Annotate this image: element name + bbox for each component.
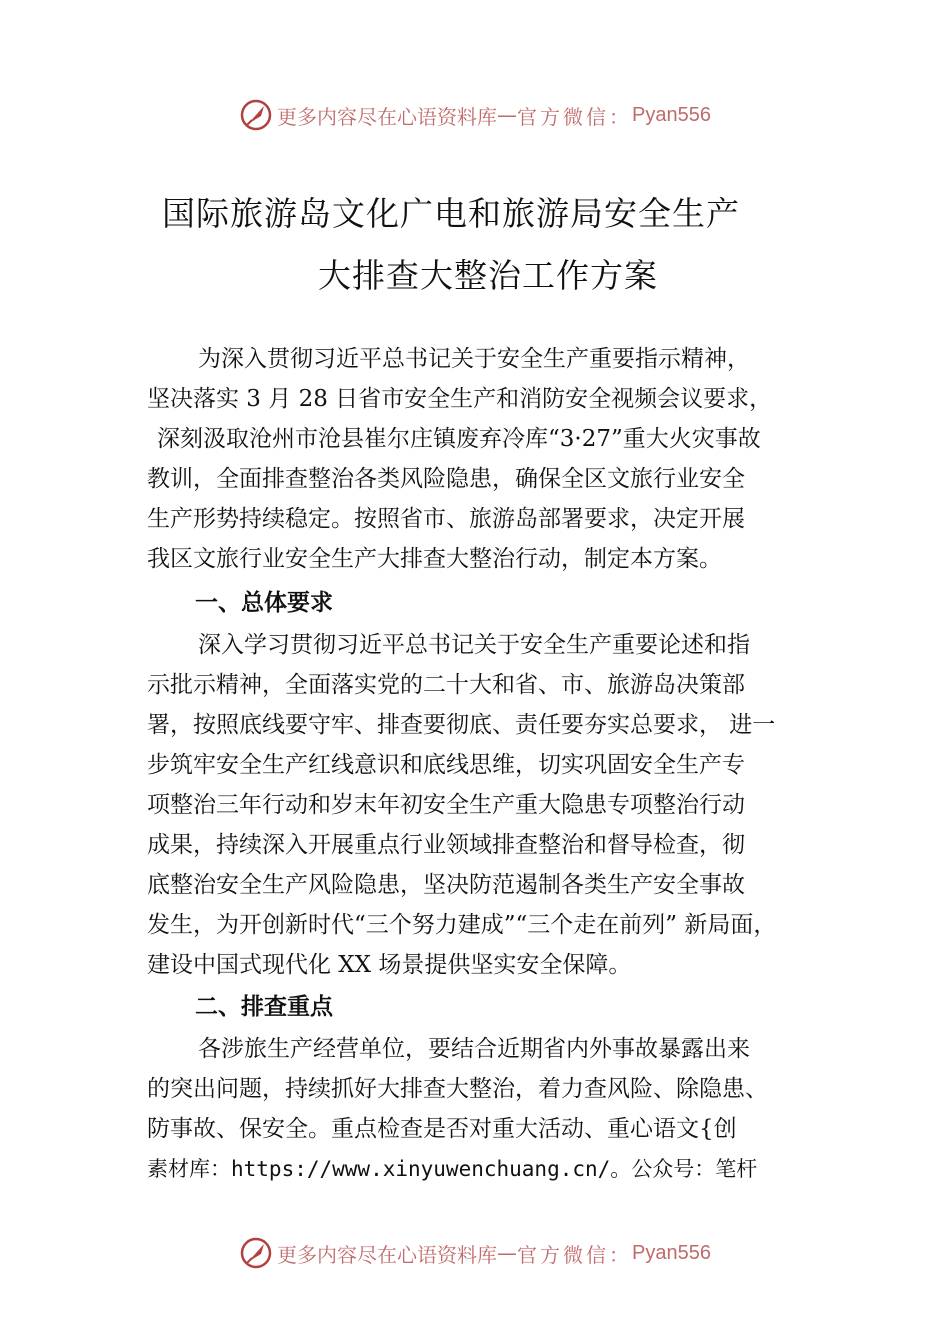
body-line: 坚决落实 3 月 28 日省市安全生产和消防安全视频会议要求， — [147, 386, 773, 412]
banner-wechat-label: 官方微信： — [517, 1242, 633, 1267]
body-line: 素材库：https://www.xinyuwenchuang.cn/。公众号：笔杆 — [147, 1157, 758, 1181]
body-line: 成果，持续深入开展重点行业领域排查整治和督导检查，彻 — [147, 832, 745, 858]
watermark-banner-top — [0, 95, 950, 135]
quill-pen-logo-icon — [239, 1236, 273, 1270]
body-line: 底整治安全生产风险隐患，坚决防范遏制各类生产安全事故 — [147, 872, 745, 898]
section-heading-2: 二、排查重点 — [195, 994, 333, 1020]
banner-text: 更多内容尽在心语资料库 — [277, 104, 498, 129]
banner-wechat-id: Pyan556 — [632, 103, 711, 126]
body-line: 项整治三年行动和岁末年初安全生产重大隐患专项整治行动 — [147, 792, 745, 818]
document-title-line-1: 国际旅游岛文化广电和旅游局安全生产 — [162, 194, 740, 233]
banner-wechat-label: 官方微信： — [517, 104, 633, 129]
body-line: 示批示精神，全面落实党的二十大和省、市、旅游岛决策部 — [147, 672, 745, 698]
body-line: 防事故、保安全。重点检查是否对重大活动、重心语文{创 — [147, 1116, 737, 1142]
body-line: 署，按照底线要守牢、排查要彻底、责任要夯实总要求， 进一 — [147, 712, 776, 738]
body-line: 为深入贯彻习近平总书记关于安全生产重要指示精神， — [198, 346, 750, 372]
body-line: 步筑牢安全生产红线意识和底线思维，切实巩固安全生产专 — [147, 752, 745, 778]
document-title-line-2: 大排查大整治工作方案 — [318, 256, 658, 295]
banner-text: 更多内容尽在心语资料库 — [277, 1242, 498, 1267]
body-line: 教训，全面排查整治各类风险隐患，确保全区文旅行业安全 — [147, 466, 745, 492]
body-line: 建设中国式现代化 XX 场景提供坚实安全保障。 — [147, 952, 632, 978]
body-line: 深刻汲取沧州市沧县崔尔庄镇废弃冷库“3·27”重大火灾事故 — [157, 426, 761, 452]
body-line: 各涉旅生产经营单位，要结合近期省内外事故暴露出来 — [198, 1036, 750, 1062]
section-heading-1: 一、总体要求 — [195, 590, 333, 616]
banner-separator: — — [497, 1241, 518, 1265]
quill-pen-logo-icon — [239, 98, 273, 132]
body-line: 我区文旅行业安全生产大排查大整治行动，制定本方案。 — [147, 546, 722, 572]
banner-separator: — — [497, 103, 518, 127]
watermark-banner-bottom — [0, 1233, 950, 1273]
body-line: 深入学习贯彻习近平总书记关于安全生产重要论述和指 — [198, 632, 750, 658]
body-line: 的突出问题，持续抓好大排查大整治，着力查风险、除隐患、 — [147, 1076, 768, 1102]
body-line: 生产形势持续稳定。按照省市、旅游岛部署要求，决定开展 — [147, 506, 745, 532]
body-line: 发生，为开创新时代“三个努力建成”“三个走在前列” 新局面， — [147, 912, 777, 938]
banner-wechat-id: Pyan556 — [632, 1241, 711, 1264]
